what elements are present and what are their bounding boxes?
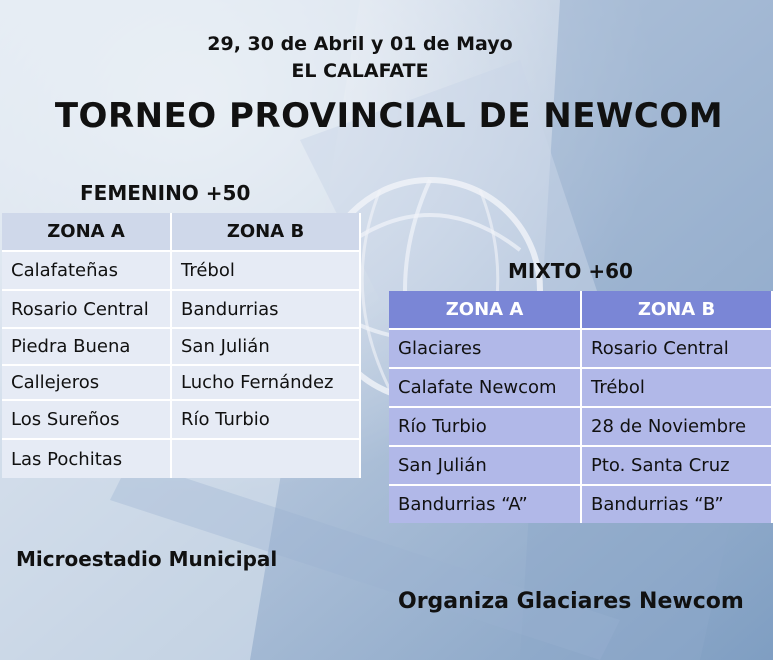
page-title: TORNEO PROVINCIAL DE NEWCOM <box>54 96 724 136</box>
team-cell: Río Turbio <box>171 400 360 439</box>
column-header-zona-b: ZONA B <box>171 213 360 251</box>
team-cell: Rosario Central <box>2 290 171 328</box>
team-cell: Trébol <box>581 368 772 407</box>
team-cell: Rosario Central <box>581 329 772 368</box>
column-header-zona-a: ZONA A <box>2 213 171 251</box>
column-header-zona-a: ZONA A <box>389 291 581 329</box>
venue-label: Microestadio Municipal <box>16 547 278 571</box>
table-row <box>2 251 360 290</box>
table-row <box>389 329 772 368</box>
mixto-category-label: MIXTO +60 <box>508 259 633 283</box>
team-cell: Calafate Newcom <box>389 368 581 407</box>
team-cell: Glaciares <box>389 329 581 368</box>
team-cell: Lucho Fernández <box>171 365 360 400</box>
team-cell: Callejeros <box>2 365 171 400</box>
team-cell: Piedra Buena <box>2 328 171 365</box>
team-cell: San Julián <box>389 446 581 485</box>
team-cell: Bandurrias “B” <box>581 485 772 523</box>
event-city: EL CALAFATE <box>291 60 429 82</box>
team-cell: Río Turbio <box>389 407 581 446</box>
team-cell: Bandurrias <box>171 290 360 328</box>
table-header-row <box>389 291 772 329</box>
table-row <box>389 446 772 485</box>
organizer-label: Organiza Glaciares Newcom <box>398 589 744 614</box>
table-row <box>389 368 772 407</box>
table-row <box>2 400 360 439</box>
team-cell: Bandurrias “A” <box>389 485 581 523</box>
table-row <box>2 290 360 328</box>
femenino-zones-table <box>2 213 361 478</box>
team-cell: 28 de Noviembre <box>581 407 772 446</box>
table-header-row <box>2 213 360 251</box>
femenino-category-label: FEMENINO +50 <box>80 181 251 205</box>
table-row <box>2 328 360 365</box>
team-cell: Las Pochitas <box>2 439 171 478</box>
event-dates: 29, 30 de Abril y 01 de Mayo <box>207 33 513 55</box>
table-row <box>2 439 360 478</box>
table-row <box>389 485 772 523</box>
table-row <box>2 365 360 400</box>
table-row <box>389 407 772 446</box>
mixto-zones-table <box>389 291 773 523</box>
team-cell: San Julián <box>171 328 360 365</box>
team-cell <box>171 439 360 478</box>
team-cell: Calafateñas <box>2 251 171 290</box>
team-cell: Trébol <box>171 251 360 290</box>
team-cell: Pto. Santa Cruz <box>581 446 772 485</box>
column-header-zona-b: ZONA B <box>581 291 772 329</box>
team-cell: Los Sureños <box>2 400 171 439</box>
